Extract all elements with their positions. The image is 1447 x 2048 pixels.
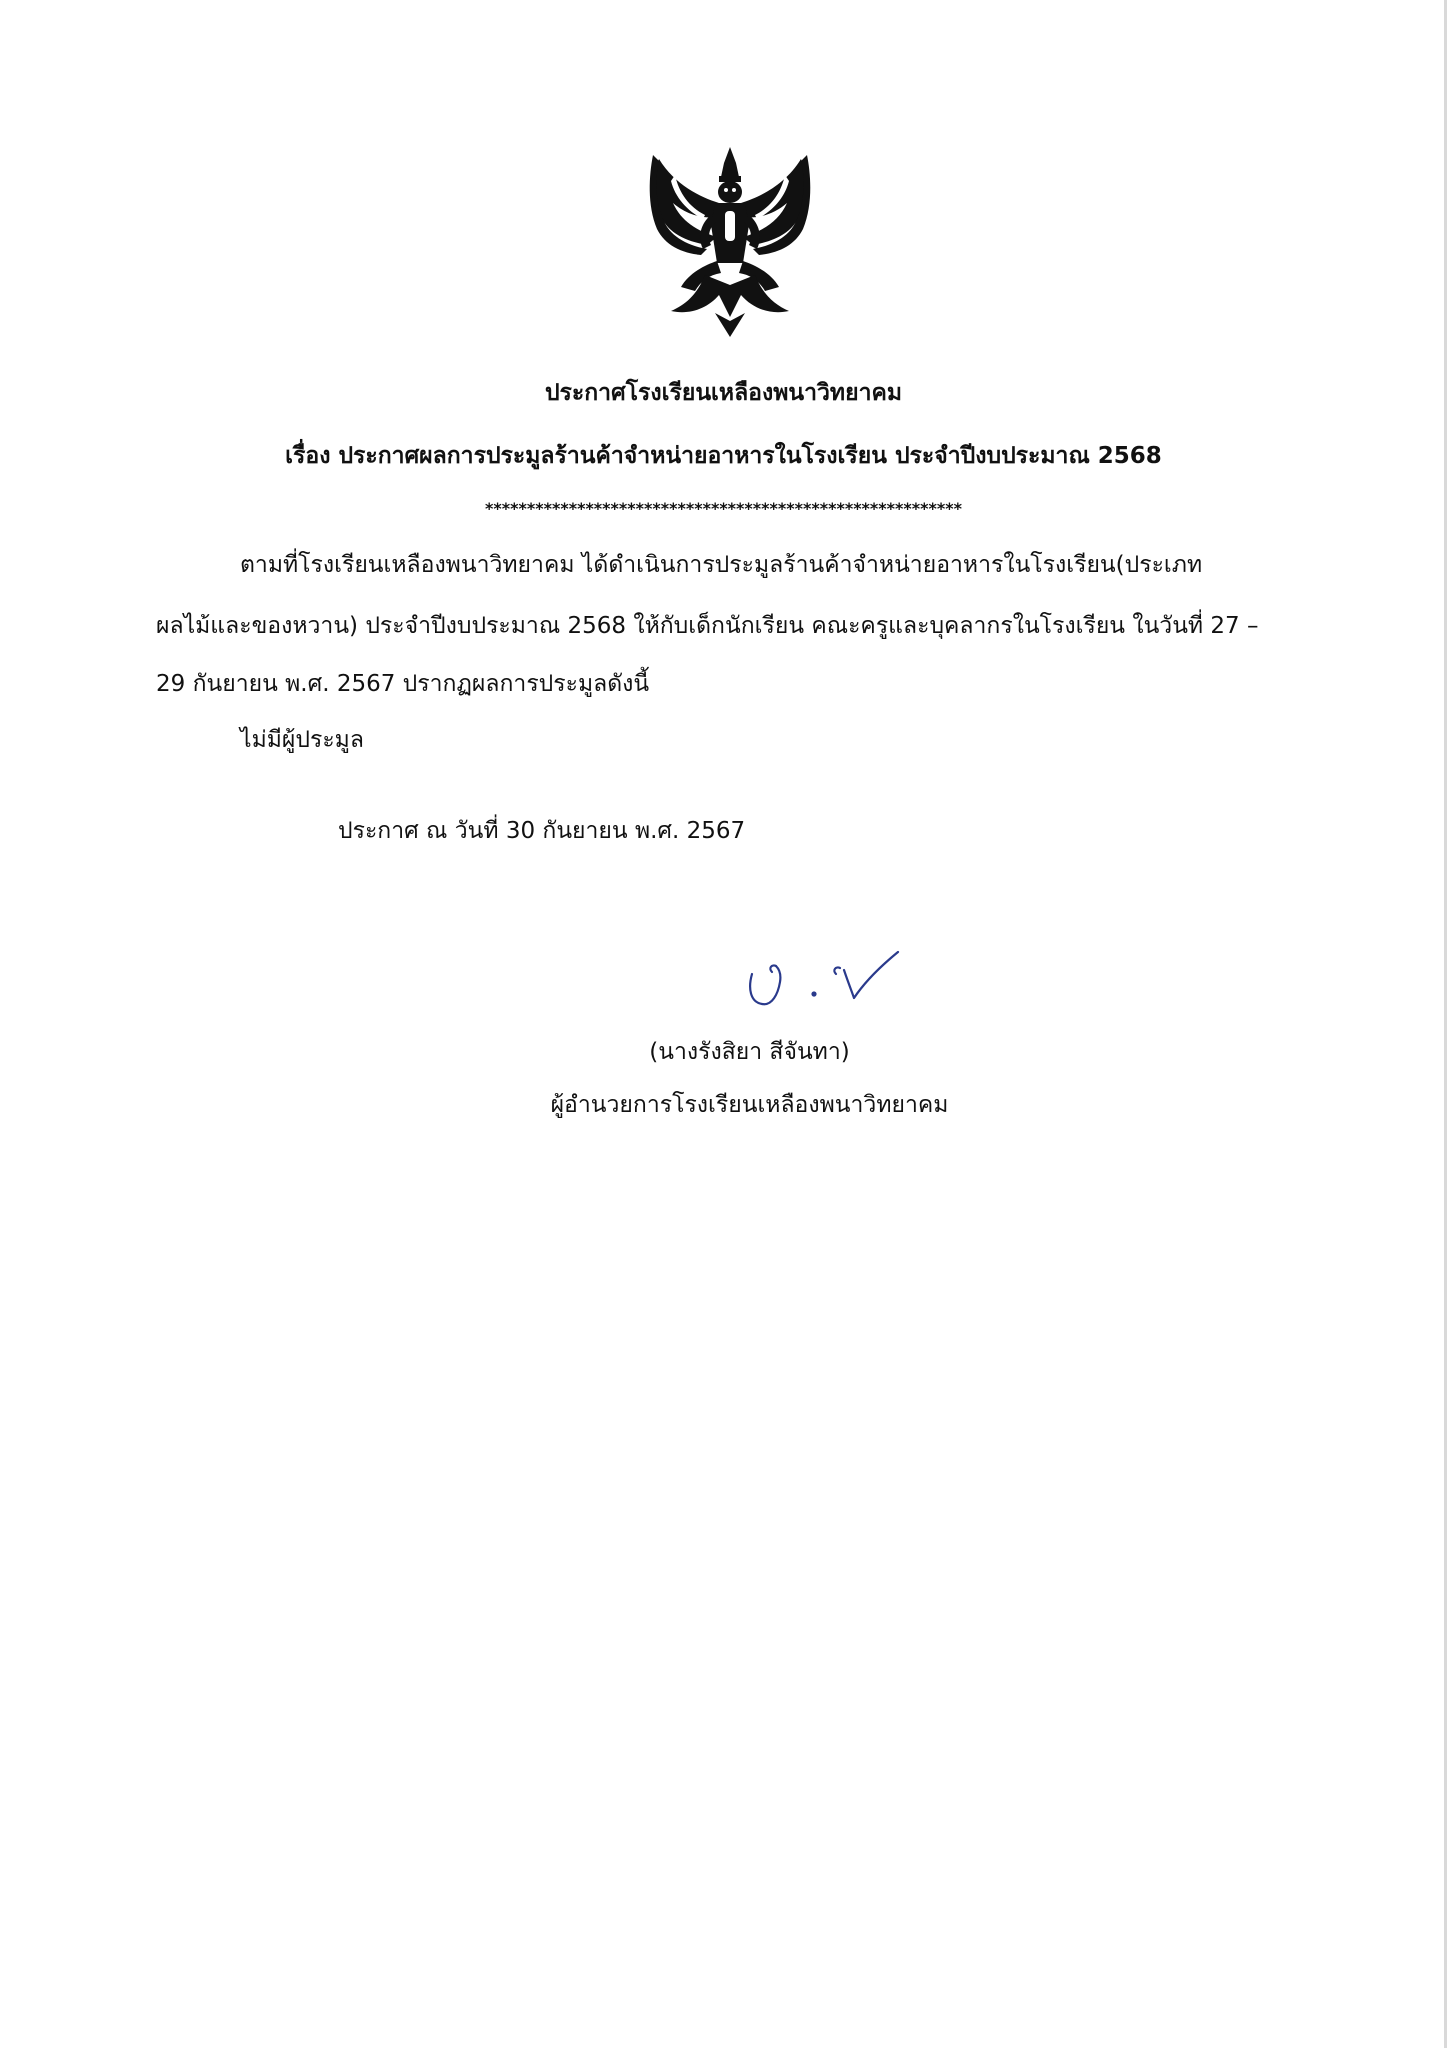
body-paragraph-line-2: ผลไม้และของหวาน) ประจำปีงบประมาณ 2568 ให้กับเด็กนักเรียน คณะครูและบุคลากรในโรงเรียน ในวันที่ 27 – bbox=[156, 613, 1259, 639]
announcement-subject: เรื่อง ประกาศผลการประมูลร้านค้าจำหน่ายอาหารในโรงเรียน ประจำปีงบประมาณ 2568 bbox=[285, 443, 1162, 469]
garuda-emblem-icon bbox=[645, 145, 815, 340]
auction-result: ไม่มีผู้ประมูล bbox=[240, 727, 364, 753]
body-paragraph-line-1: ตามที่โรงเรียนเหลืองพนาวิทยาคม ได้ดำเนินการประมูลร้านค้าจำหน่ายอาหารในโรงเรียน(ประเภท bbox=[240, 552, 1203, 578]
body-paragraph-line-3: 29 กันยายน พ.ศ. 2567 ปรากฏผลการประมูลดังนี้ bbox=[156, 671, 650, 697]
signer-name: (นางรังสิยา สีจันทา) bbox=[649, 1039, 850, 1065]
announcement-title: ประกาศโรงเรียนเหลืองพนาวิทยาคม bbox=[544, 380, 903, 406]
signature-image bbox=[736, 944, 906, 1014]
separator-line: ********************************************************* bbox=[485, 499, 962, 518]
announcement-date: ประกาศ ณ วันที่ 30 กันยายน พ.ศ. 2567 bbox=[338, 818, 746, 844]
signer-position: ผู้อำนวยการโรงเรียนเหลืองพนาวิทยาคม bbox=[550, 1092, 949, 1118]
